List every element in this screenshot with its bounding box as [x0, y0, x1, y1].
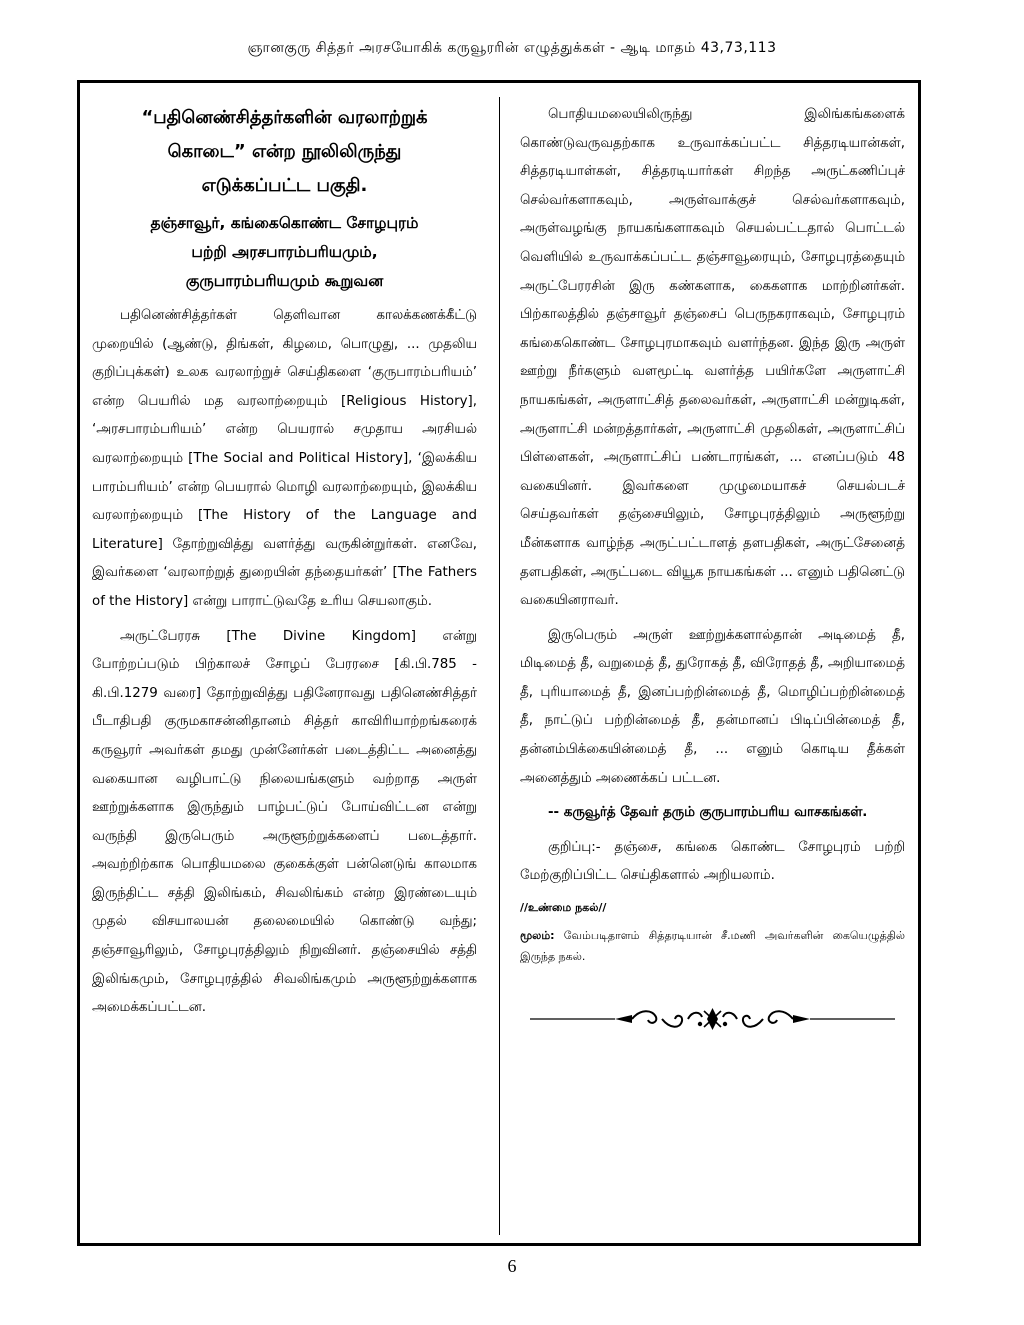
title-line: எடுக்கப்பட்ட பகுதி.: [201, 175, 368, 196]
true-copy-label: //உண்மை நகல்//: [520, 901, 607, 915]
column-divider: [499, 97, 500, 1235]
attribution-line: -- கருவூர்த் தேவர் தரும் குருபாரம்பரிய வாசகங்கள்.: [548, 805, 868, 821]
note-paragraph: குறிப்பு:- தஞ்சை, கங்கை கொண்ட சோழபுரம் பற்றி மேற்குறிப்பிட்ட செய்திகளால் அறியலாம்.: [520, 839, 905, 884]
right-column: [520, 101, 905, 1033]
subtitle-line: தஞ்சாவூர், கங்கைகொண்ட சோழபுரம்: [150, 214, 419, 232]
article-subtitle: [92, 209, 477, 296]
left-column: [92, 101, 477, 1023]
subtitle-line: பற்றி அரசபாரம்பரியமும்,: [191, 243, 378, 261]
running-header: ஞானகுரு சித்தர் அரசயோகிக் கருவூரரின் எழுத்துக்கள் - ஆடி மாதம் 43,73,113: [247, 40, 777, 56]
body-paragraph: இருபெரும் அருள் ஊற்றுக்களால்தான் அடிமைத் தீ, மிடிமைத் தீ, வறுமைத் தீ, துரோகத் தீ, விரோதத் தீ, அறியாமைத் தீ, புரியாமைத் தீ, இனப்பற்றின்மைத் தீ, மொழிப்பற்றின்மைத் தீ, நாட்டுப் பற்றின்மைத் தீ, தன்மானப் பிடிப்பின்மைத் தீ, தன்னம்பிக்கையின்மைத் தீ, ... எனும் கொடிய தீக்கள் அனைத்தும் அணைக்கப் பட்டன.: [520, 627, 905, 786]
page-number: 6: [507, 1256, 517, 1276]
title-line: “பதினெண்சித்தர்களின் வரலாற்றுக்: [141, 107, 428, 128]
article-title: [92, 101, 477, 203]
source-prefix: மூலம்:: [520, 929, 555, 943]
subtitle-line: குருபாரம்பரியமும் கூறுவன: [185, 272, 384, 290]
source-text: வேம்படிதாளம் சித்தரடியான் சீ.மணி அவர்களின் கையெழுத்தில் இருந்த நகல்.: [520, 929, 905, 964]
article-frame: [77, 80, 921, 1246]
body-paragraph: பொதியமலையிலிருந்து இலிங்கங்களைக் கொண்டுவருவதற்காக உருவாக்கப்பட்ட சித்தரடியான்கள், சித்தரடியாள்கள், சித்தரடியார்கள் சிறந்த அருட்கணிப்புச் செல்வர்களாகவும், அருள்வாக்குச் செல்வர்களாகவும், அருள்வழங்கு நாயகங்களாகவும் செயல்பட்டதால் பொட்டல் வெளியில் உருவாக்கப்பட்ட தஞ்சாவூரையும், சோழபுரத்தையும் அருட்பேரரசின் இரு கண்களாக, கைகளாக மாற்றினர்கள். பிற்காலத்தில் தஞ்சாவூர் தஞ்சைப் பெருநகராகவும், சோழபுரம் கங்கைகொண்ட சோழபுரமாகவும் வளர்ந்தன. இந்த இரு அருள் ஊற்று நீர்களும் வளமூட்டி வளர்த்த பயிர்களே அருளாட்சி நாயகங்கள், அருளாட்சித் தலைவர்கள், அருளாட்சி மன்றுடிகள், அருளாட்சி மன்றத்தார்கள், அருளாட்சி முதலிகள், அருளாட்சிப் பிள்ளைகள், அருளாட்சிப் பண்டாரங்கள், ... எனப்படும் 48 வகையினர். இவர்களை முழுமையாகச் செயல்படச் செய்தவர்கள் தஞ்சையிலும், சோழபுரத்திலும் அருளூற்று மீன்களாக வாழ்ந்த அருட்பட்டாளத் தளபதிகள், அருட்சேனைத் தளபதிகள், அருட்படை வியூக நாயகங்கள் ... எனும் பதினெட்டு வகையினராவர்.: [520, 107, 905, 609]
source-note: [520, 925, 905, 967]
scroll-flourish-icon: [520, 1005, 905, 1033]
body-paragraph: பதினெண்சித்தர்கள் தெளிவான காலக்கணக்கீட்டு முறையில் (ஆண்டு, திங்கள், கிழமை, பொழுது, ... முதலிய குறிப்புக்கள்) உலக வரலாற்றுச் செய்திகளை ‘குருபாரம்பரியம்’ என்ற பெயரில் மத வரலாற்றையும் [Religious History], ‘அரசபாரம்பரியம்’ என்ற பெயரால் சமுதாய அரசியல் வரலாற்றையும் [The Social and Political History], ‘இலக்கிய பாரம்பரியம்’ என்ற பெயரால் மொழி வரலாற்றையும், இலக்கிய வரலாற்றையும் [The History of the Language and Literature] தோற்றுவித்து வளர்த்து வருகின்றுர்கள். எனவே, இவர்களை ‘வரலாற்றுத் துறையின் தந்தையர்கள்’ [The Fathers of the History] என்று பாராட்டுவதே உரிய செயலாகும்.: [92, 308, 477, 609]
title-line: கொடை” என்ற நூலிலிருந்து: [167, 141, 402, 162]
body-paragraph: அருட்பேரரசு [The Divine Kingdom] என்று போற்றப்படும் பிற்காலச் சோழப் பேரரசை [கி.பி.785 - கி.பி.1279 வரை] தோற்றுவித்து பதினேராவது பதினெண்சித்தர் பீடாதிபதி குருமகாசன்னிதானம் சித்தர் காவிரியாற்றங்கரைக் கருவூரர் அவர்கள் தமது முன்னேர்கள் படைத்திட்ட அனைத்து வகையான வழிபாட்டு நிலையங்களும் வற்றாத அருள் ஊற்றுக்களாக இருந்தும் பாழ்பட்டுப் போய்விட்டன என்று வருந்தி இருபெரும் அருளூற்றுக்களைப் படைத்தார். அவற்றிற்காக பொதியமலை குகைக்குள் பன்னெடுங் காலமாக இருந்திட்ட சத்தி இலிங்கம், சிவலிங்கம் என்ற இரண்டையும் முதல் விசயாலயன் தலைமையில் கொண்டு வந்து; தஞ்சாவூரிலும், சோழபுரத்திலும் நிறுவினர். தஞ்சையில் சத்தி இலிங்கமும், சோழபுரத்தில் சிவலிங்கமும் அருளூற்றுக்களாக அமைக்கப்பட்டன.: [92, 628, 477, 1016]
